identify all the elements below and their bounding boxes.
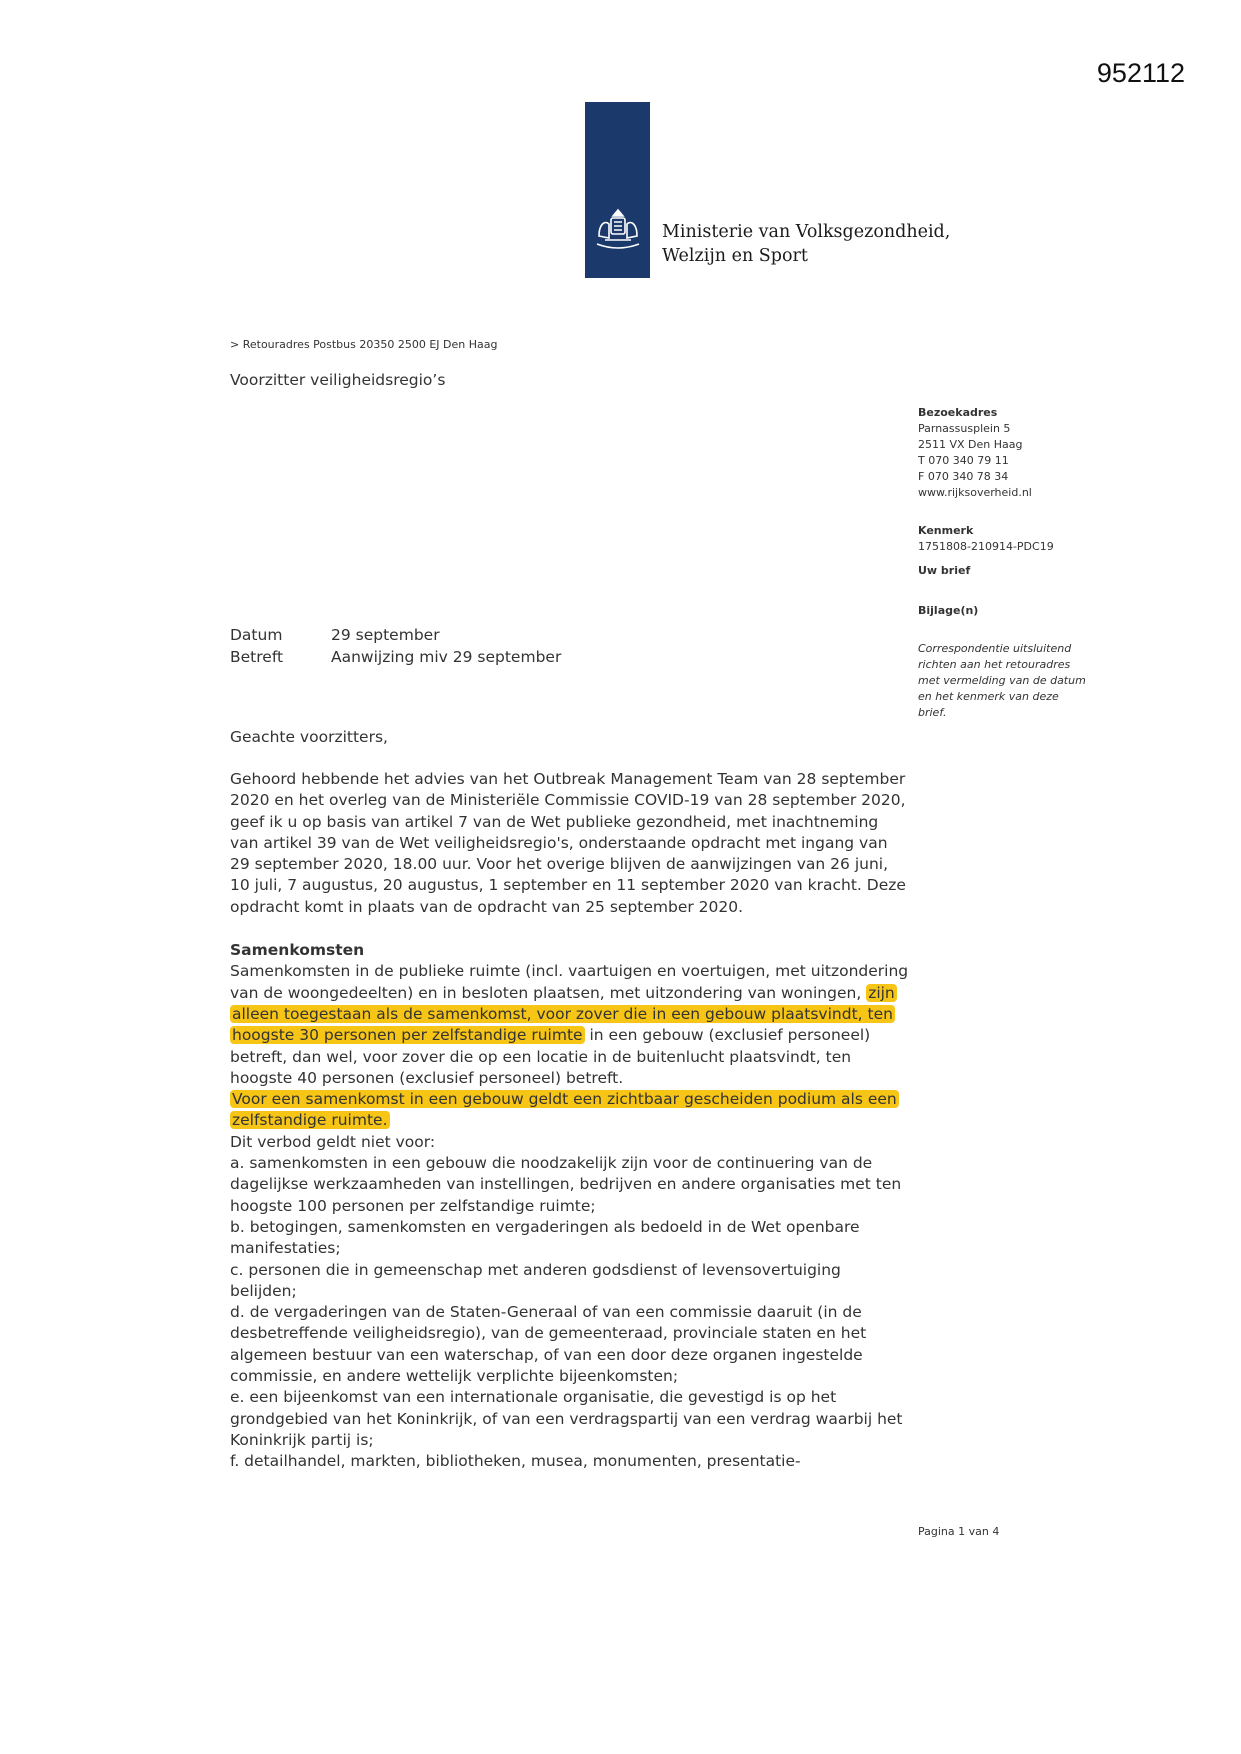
section-title: Samenkomsten (230, 941, 365, 960)
subject-row (230, 646, 561, 668)
date-label: Datum (230, 626, 283, 644)
ministry-name-line2: Welzijn en Sport (662, 246, 808, 266)
attachments-heading: Bijlage(n) (918, 604, 979, 617)
date-value: 29 september (331, 626, 440, 644)
letter-body (230, 769, 910, 1473)
visit-address-heading: Bezoekadres (918, 406, 998, 419)
coat-of-arms-icon (593, 206, 643, 254)
your-letter-heading: Uw brief (918, 564, 971, 577)
ministry-name-line1: Ministerie van Volksgezondheid, (662, 222, 951, 242)
list-item: d. de vergaderingen van de Staten-Generaal of van een commissie daaruit (in de desbetreffende veiligheidsregio), van de gemeenteraad, provinciale staten en het algemeen bestuur van een waterschap, of van een door deze organen ingestelde commissie, en andere wettelijk verplichte bijeenkomsten; (230, 1303, 867, 1386)
highlighted-text: zijn alleen toegestaan als de samenkomst, voor zover die in een gebouw plaatsvindt, ten hoogste 30 personen per zelfstandige ruimte (232, 983, 895, 1045)
list-item: f. detailhandel, markten, bibliotheken, musea, monumenten, presentatie- (230, 1452, 801, 1471)
return-address: > Retouradres Postbus 20350 2500 EJ Den Haag (230, 338, 498, 351)
list-item: c. personen die in gemeenschap met anderen godsdienst of levensovertuiging belijden; (230, 1260, 841, 1300)
list-item: e. een bijeenkomst van een internationale organisatie, die gevestigd is op het grondgebied van het Koninkrijk, of van een verdragspartij van een verdrag waarbij het Koninkrijk partij is; (230, 1388, 903, 1449)
ministry-name (662, 220, 950, 268)
visit-address-line: 2511 VX Den Haag (918, 438, 1023, 451)
document-number: 952112 (1096, 58, 1185, 88)
visit-address-line: T 070 340 79 11 (918, 454, 1009, 467)
reference-heading: Kenmerk (918, 524, 974, 537)
sidebar (918, 405, 1168, 721)
salutation: Geachte voorzitters, (230, 728, 388, 746)
subject-value: Aanwijzing miv 29 september (331, 648, 562, 666)
subject-label: Betreft (230, 648, 284, 666)
recipient: Voorzitter veiligheidsregio’s (230, 371, 446, 389)
ministry-logo (585, 102, 650, 278)
correspondence-note: Correspondentie uitsluitend richten aan het retouradres met vermelding van de datum en het kenmerk van deze brief. (918, 642, 1086, 719)
list-item: b. betogingen, samenkomsten en vergaderingen als bedoeld in de Wet openbare manifestaties; (230, 1217, 860, 1258)
visit-address-line: Parnassusplein 5 (918, 422, 1011, 435)
page-number: Pagina 1 van 4 (918, 1525, 1000, 1538)
gatherings-text-a: Samenkomsten in de publieke ruimte (incl. vaartuigen en voertuigen, met uitzondering van de woongedeelten) en in besloten plaatsen, met uitzondering van woningen, (230, 962, 909, 1002)
visit-address-website: www.rijksoverheid.nl (918, 486, 1032, 499)
highlighted-text: Voor een samenkomst in een gebouw geldt een zichtbaar gescheiden podium als een zelfstandige ruimte. (232, 1090, 897, 1130)
date-row (230, 624, 561, 646)
list-item: a. samenkomsten in een gebouw die noodzakelijk zijn voor de continuering van de dagelijkse werkzaamheden van instellingen, bedrijven en andere organisaties met ten hoogste 100 personen per zelfstandige ruimte; (230, 1154, 902, 1215)
gatherings-paragraph (230, 961, 910, 1131)
exception-intro: Dit verbod geldt niet voor: (230, 1132, 436, 1151)
intro-paragraph: Gehoord hebbende het advies van het Outbreak Management Team van 28 september 2020 en het overleg van de Ministeriële Commissie COVID-19 van 28 september 2020, geef ik u op basis van artikel 7 van de Wet publieke gezondheid, met inachtneming van artikel 39 van de Wet veiligheidsregio's, onderstaande opdracht met ingang van 29 september 2020, 18.00 uur. Voor het overige blijven de aanwijzingen van 26 juni, 10 juli, 7 augustus, 20 augustus, 1 september en 11 september 2020 van kracht. Deze opdracht komt in plaats van de opdracht van 25 september 2020. (230, 770, 906, 916)
visit-address-line: F 070 340 78 34 (918, 470, 1009, 483)
letter-meta (230, 624, 561, 668)
reference-value: 1751808-210914-PDC19 (918, 540, 1054, 553)
gatherings-text-b: in een gebouw (exclusief personeel) betreft, dan wel, voor zover die op een locatie in de buitenlucht plaatsvindt, ten hoogste 40 personen (exclusief personeel) betreft. (230, 1026, 871, 1087)
